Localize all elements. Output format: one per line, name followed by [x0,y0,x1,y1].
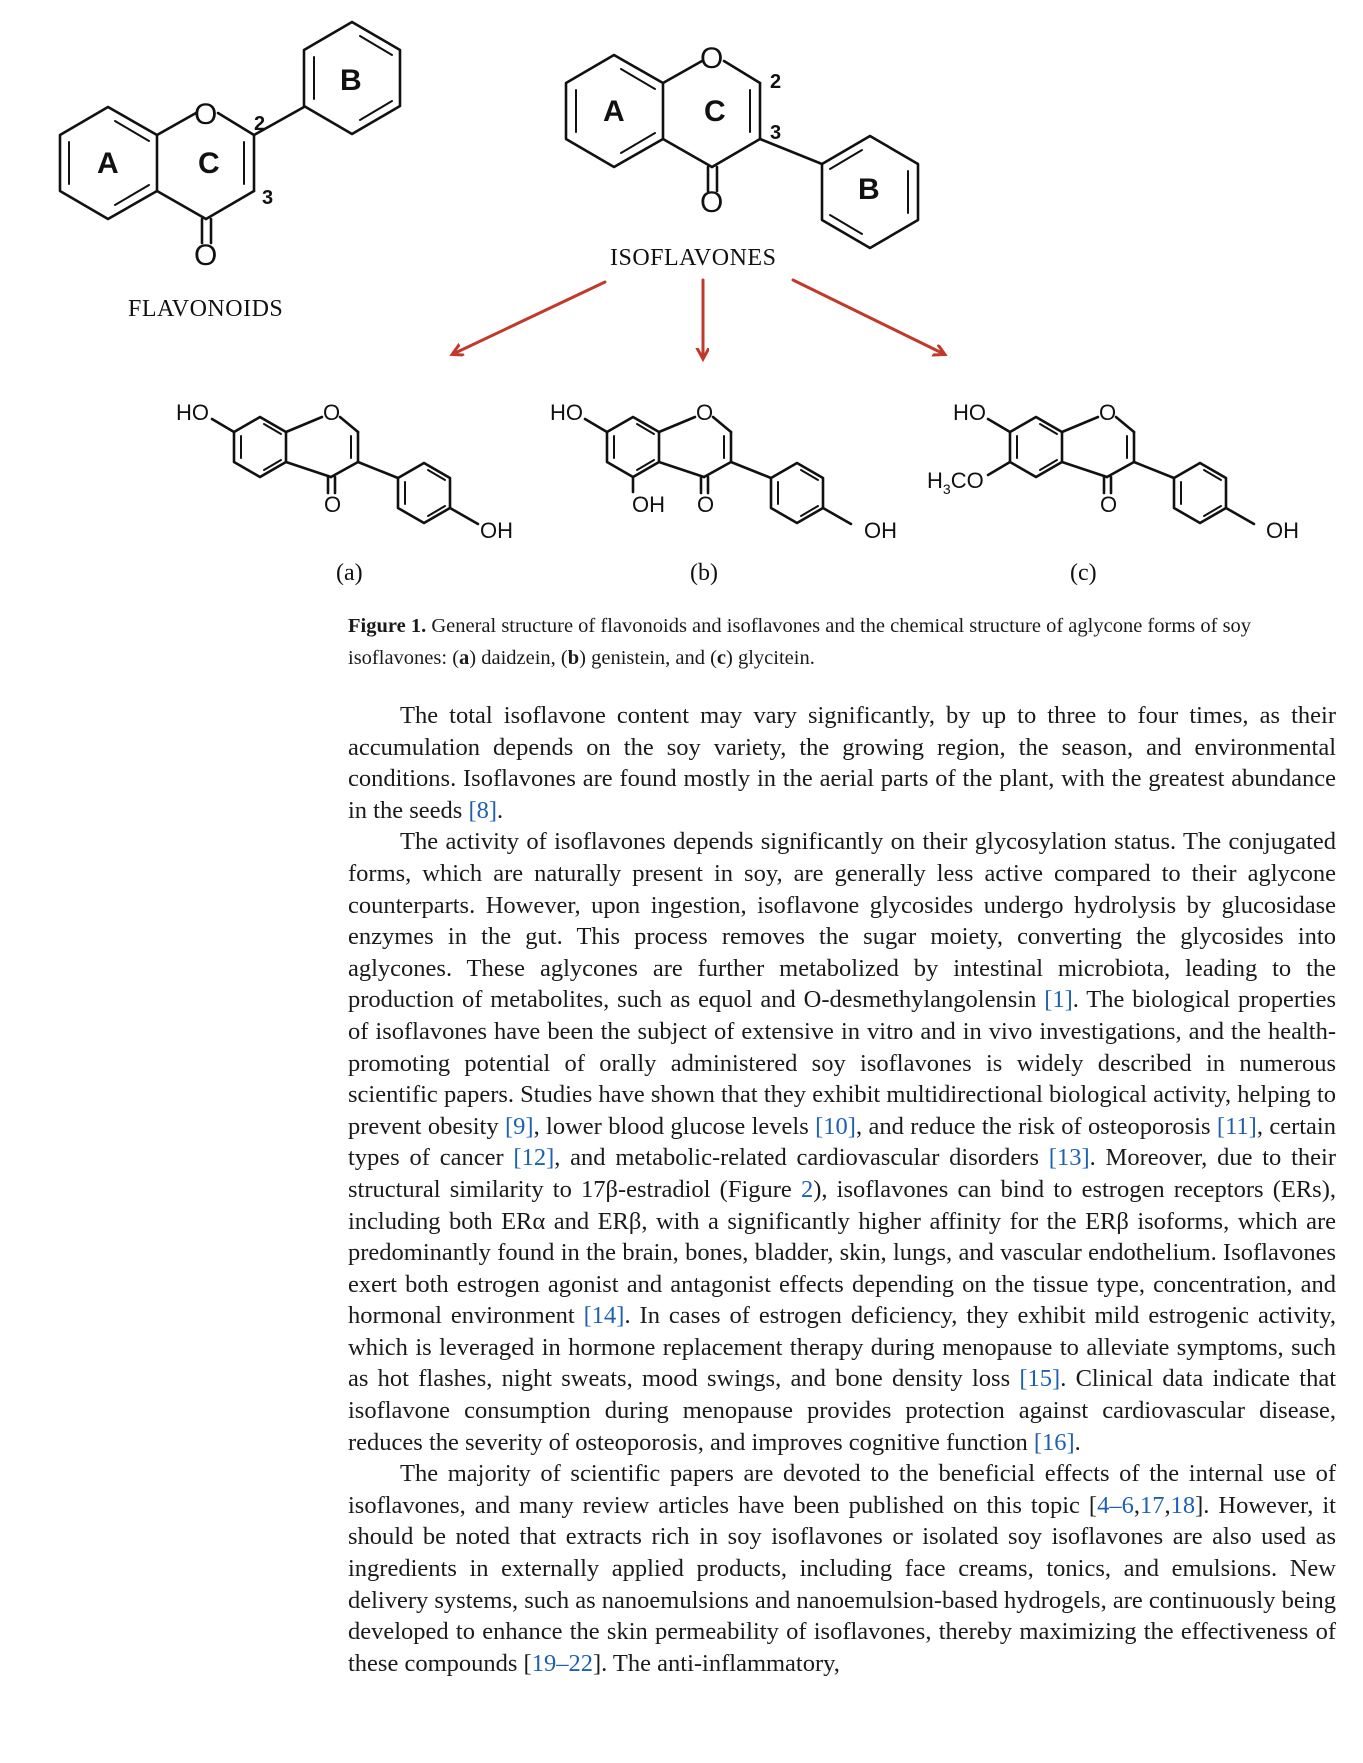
position-3-label: 3 [262,187,274,209]
citation-link[interactable]: [15] [1019,1365,1061,1393]
caption-text: ) genistein, and ( [579,647,717,669]
genistein-structure [550,400,897,586]
oxygen-atom-label: O [323,400,341,425]
caption-letter-c: c [716,647,727,669]
citation-link[interactable]: [11] [1216,1112,1257,1140]
ring-c-label: C [198,147,220,180]
ring-a-label: A [603,95,625,128]
figure-1-structures [0,0,1363,600]
position-2-label: 2 [770,71,782,93]
figure-label: Figure 1. [348,615,427,637]
ring-a-label: A [97,147,119,180]
citation-link[interactable]: [1] [1044,986,1073,1014]
caption-letter-b: b [567,647,580,669]
ring-b-label: B [340,64,362,97]
oxygen-atom-label: O [1099,400,1117,425]
isoflavones-title: ISOFLAVONES [610,245,777,271]
sublabel-b: (b) [690,560,718,586]
glycitein-structure [927,400,1299,586]
position-3-label: 3 [770,122,782,144]
citation-link[interactable]: [10] [815,1112,856,1140]
paragraph-3: The majority of scientific papers are devoted to the beneficial effects of the internal use of isoflavones, and many review articles have been published on this topic [4–6,17,18]. However, it should be noted that extracts rich in soy isoflavones or isolated soy isoflavones are also used as ingredients in externally applied products, including face creams, tonics, and emulsions. New delivery systems, such as nanoemulsions and nanoemulsion-based hydrogels, are continuously being developed to enhance the skin permeability of isoflavones, thereby maximizing the effectiveness of these compounds [19–22]. The anti-inflammatory, [348,1460,1336,1677]
oxygen-atom-label: O [696,400,714,425]
citation-link[interactable]: 18 [1170,1491,1196,1519]
citation-link[interactable]: [8] [468,796,498,824]
caption-text: ) glycitein. [726,647,815,669]
arrow-left [453,282,605,354]
citation-link[interactable]: 19–22 [531,1649,593,1677]
citation-link[interactable]: [13] [1048,1144,1090,1172]
paragraph-1: The total isoflavone content may vary significantly, by up to three to four times, as their accumulation depends on the soy variety, the growing region, the season, and environmental conditions. Isoflavones are found mostly in the aerial parts of the plant, with the greatest abundance in the seeds [8]. [348,702,1336,824]
citation-link[interactable]: [9] [504,1112,534,1140]
ring-c-label: C [704,95,726,128]
citation-link[interactable]: [12] [513,1144,555,1172]
carbonyl-oxygen-label: O [697,492,715,517]
hydroxyl-label: HO [550,400,583,425]
hydroxyl-label: OH [632,492,665,517]
hydroxyl-label: HO [953,400,986,425]
citation-link[interactable]: 17 [1139,1491,1165,1519]
citation-link[interactable]: 4–6 [1097,1491,1134,1519]
isoflavone-structure [566,42,918,271]
oxygen-atom-label: O [194,98,218,131]
position-2-label: 2 [254,113,266,135]
citation-link[interactable]: [16] [1033,1428,1075,1456]
caption-text: General structure of flavonoids and isoflavones and the chemical structure of aglycone forms of soy isoflavones: ( [348,615,1252,669]
arrows [453,280,944,358]
carbonyl-oxygen-label: O [324,492,342,517]
flavonoids-title: FLAVONOIDS [128,296,284,322]
citation-link[interactable]: [14] [583,1302,625,1330]
methoxy-label: $H_3CO$ [927,468,984,497]
carbonyl-oxygen-label: O [700,186,724,219]
hydroxyl-label: OH [480,518,513,543]
body-text [348,700,1336,1679]
carbonyl-oxygen-label: O [1100,492,1118,517]
oxygen-atom-label: O [700,42,724,75]
hydroxyl-label: HO [176,400,209,425]
caption-letter-a: a [459,647,470,669]
figure-2-link[interactable]: 2 [800,1175,814,1203]
carbonyl-oxygen-label: O [194,239,218,272]
flavonoid-structure [60,22,400,322]
sublabel-c: (c) [1070,560,1097,586]
hydroxyl-label: OH [1266,518,1299,543]
figure-1 [0,0,1363,600]
daidzein-structure [176,400,513,586]
hydroxyl-label: OH [864,518,897,543]
sublabel-a: (a) [336,560,363,586]
figure-caption [348,610,1336,674]
arrow-right [793,280,944,354]
ring-b-label: B [858,173,880,206]
caption-text: ) daidzein, ( [469,647,568,669]
paragraph-2: The activity of isoflavones depends significantly on their glycosylation status. The conjugated forms, which are naturally present in soy, are generally less active compared to their aglycone counterparts. However, upon ingestion, isoflavone glycosides undergo hydrolysis by glucosidase enzymes in the gut. This process removes the sugar moiety, converting the glycosides into aglycones. These aglycones are further metabolized by intestinal microbiota, leading to the production of metabolites, such as equol and O-desmethylangolensin [1]. The biological properties of isoflavones have been the subject of extensive in vitro and in vivo investigations, and the health-promoting potential of orally administered soy isoflavones is widely described in numerous scientific papers. Studies have shown that they exhibit multidirectional biological activity, helping to prevent obesity [9], lower blood glucose levels [10], and reduce the risk of osteoporosis [11], certain types of cancer [12], and metabolic-related cardiovascular disorders [13]. Moreover, due to their structural similarity to 17β-estradiol (Figure 2), isoflavones can bind to estrogen receptors (ERs), including both ERα and ERβ, with a significantly higher affinity for the ERβ isoforms, which are predominantly found in the brain, bones, bladder, skin, lungs, and vascular endothelium. Isoflavones exert both estrogen agonist and antagonist effects depending on the tissue type, concentration, and hormonal environment [14]. In cases of estrogen deficiency, they exhibit mild estrogenic activity, which is leveraged in hormone replacement therapy during menopause to alleviate symptoms, such as hot flashes, night sweats, mood swings, and bone density loss [15]. Clinical data indicate that isoflavone consumption during menopause provides protection against cardiovascular disease, reduces the severity of osteoporosis, and improves cognitive function [16]. [348,828,1337,1456]
